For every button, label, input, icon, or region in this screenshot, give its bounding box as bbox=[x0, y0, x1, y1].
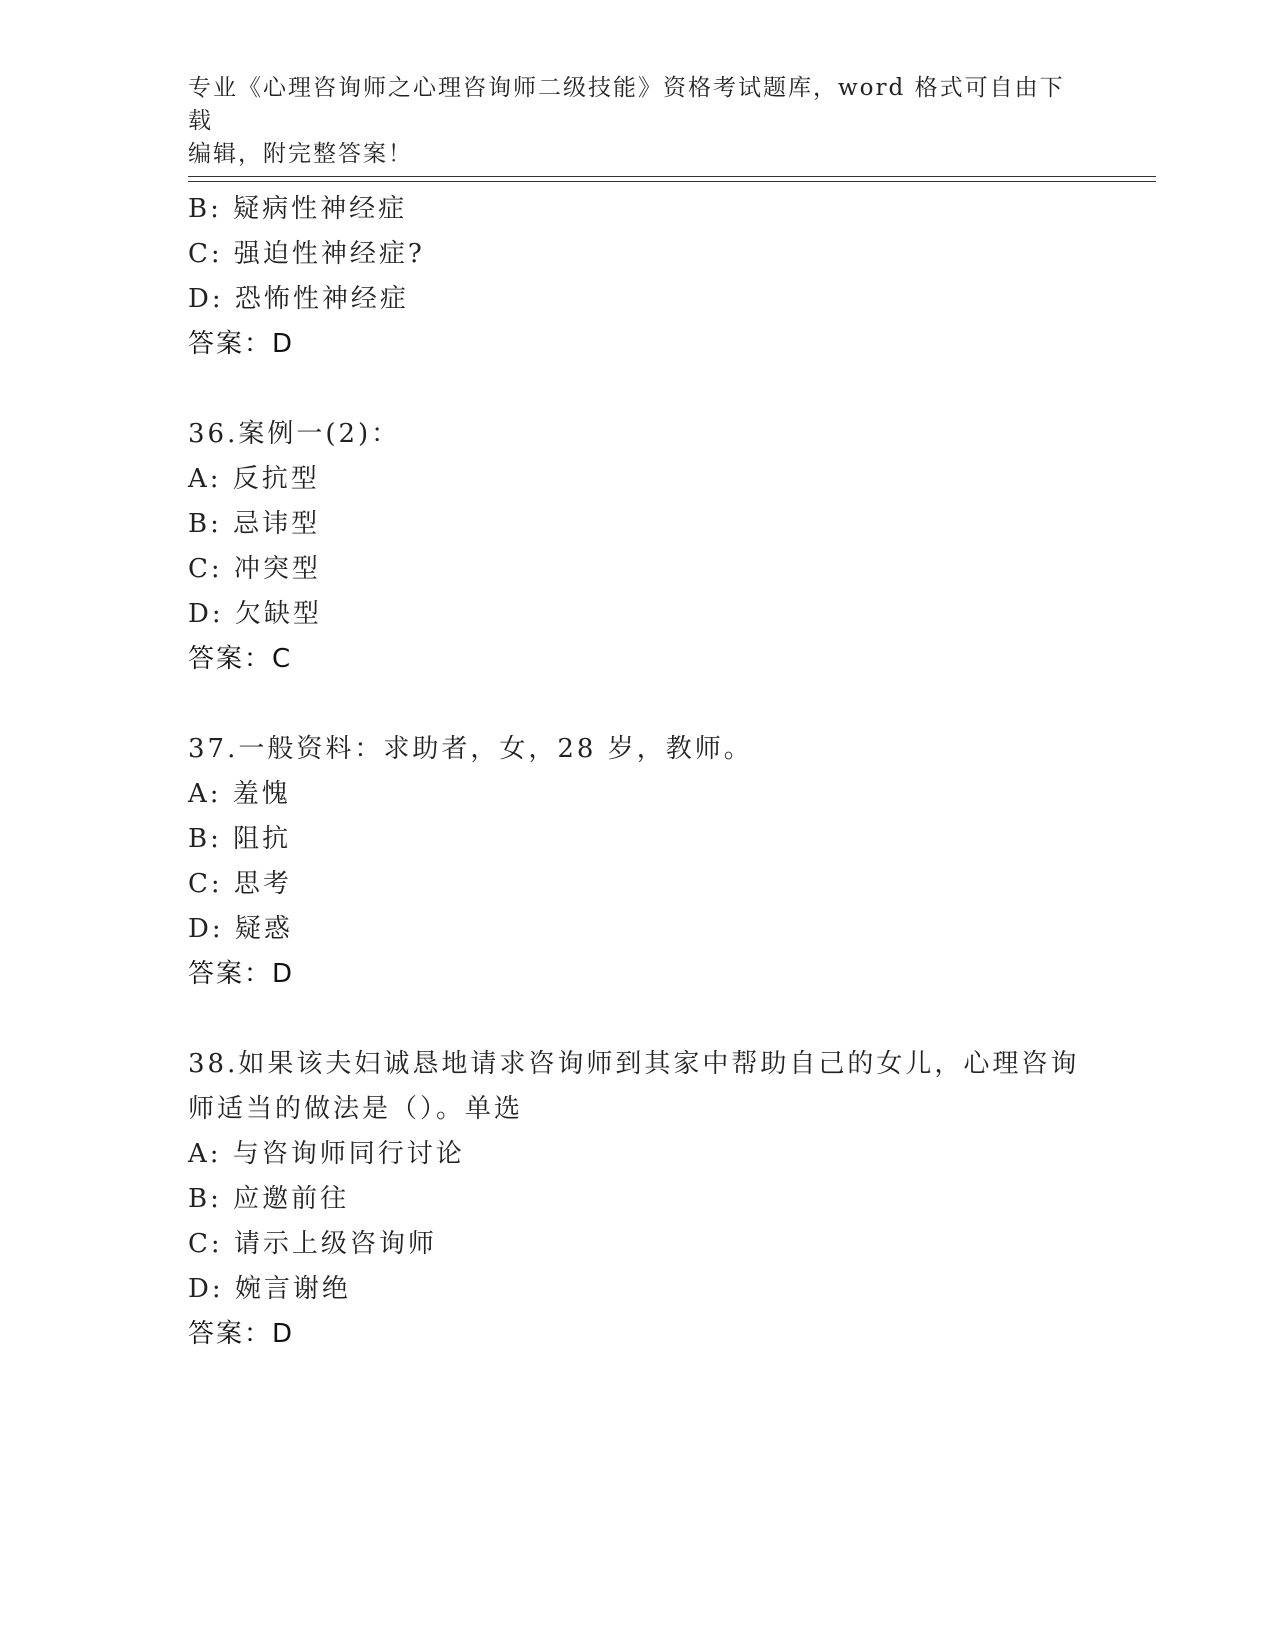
q37-option-a: A: 羞愧 bbox=[188, 779, 291, 809]
q37-option-d: D: 疑惑 bbox=[188, 914, 293, 944]
q38-question-line-2: 师适当的做法是（）。单选 bbox=[188, 1094, 524, 1124]
q36-option-b: B: 忌讳型 bbox=[188, 509, 321, 539]
header-divider-bottom bbox=[188, 181, 1156, 182]
q36-option-c: C: 冲突型 bbox=[188, 554, 321, 584]
q38-question-line-1: 38.如果该夫妇诚恳地请求咨询师到其家中帮助自己的女儿，心理咨询 bbox=[188, 1049, 1080, 1079]
header-line-2: 编辑，附完整答案！ bbox=[188, 141, 413, 167]
q36-question: 36.案例一(2)： bbox=[188, 419, 401, 449]
q38-option-a: A: 与咨询师同行讨论 bbox=[188, 1139, 465, 1169]
q36-option-a: A: 反抗型 bbox=[188, 464, 320, 494]
q36-option-d: D: 欠缺型 bbox=[188, 599, 322, 629]
header-divider-top bbox=[188, 176, 1156, 177]
document-header bbox=[188, 72, 1088, 171]
q37-question: 37.一般资料：求助者，女，28 岁，教师。 bbox=[188, 734, 753, 764]
q37-answer: 答案：D bbox=[188, 959, 295, 989]
header-line-1: 专业《心理咨询师之心理咨询师二级技能》资格考试题库，word 格式可自由下载 bbox=[188, 75, 1065, 134]
q35-option-b: B: 疑病性神经症 bbox=[188, 194, 408, 224]
q35-option-d: D: 恐怖性神经症 bbox=[188, 284, 409, 314]
q37-option-c: C: 思考 bbox=[188, 869, 292, 899]
q36-answer: 答案：C bbox=[188, 644, 293, 674]
q38-answer: 答案：D bbox=[188, 1319, 295, 1349]
q38-option-c: C: 请示上级咨询师 bbox=[188, 1229, 437, 1259]
q38-option-d: D: 婉言谢绝 bbox=[188, 1274, 351, 1304]
q37-option-b: B: 阻抗 bbox=[188, 824, 292, 854]
q35-answer: 答案：D bbox=[188, 329, 295, 359]
q35-option-c: C: 强迫性神经症? bbox=[188, 239, 425, 269]
q38-option-b: B: 应邀前往 bbox=[188, 1184, 350, 1214]
